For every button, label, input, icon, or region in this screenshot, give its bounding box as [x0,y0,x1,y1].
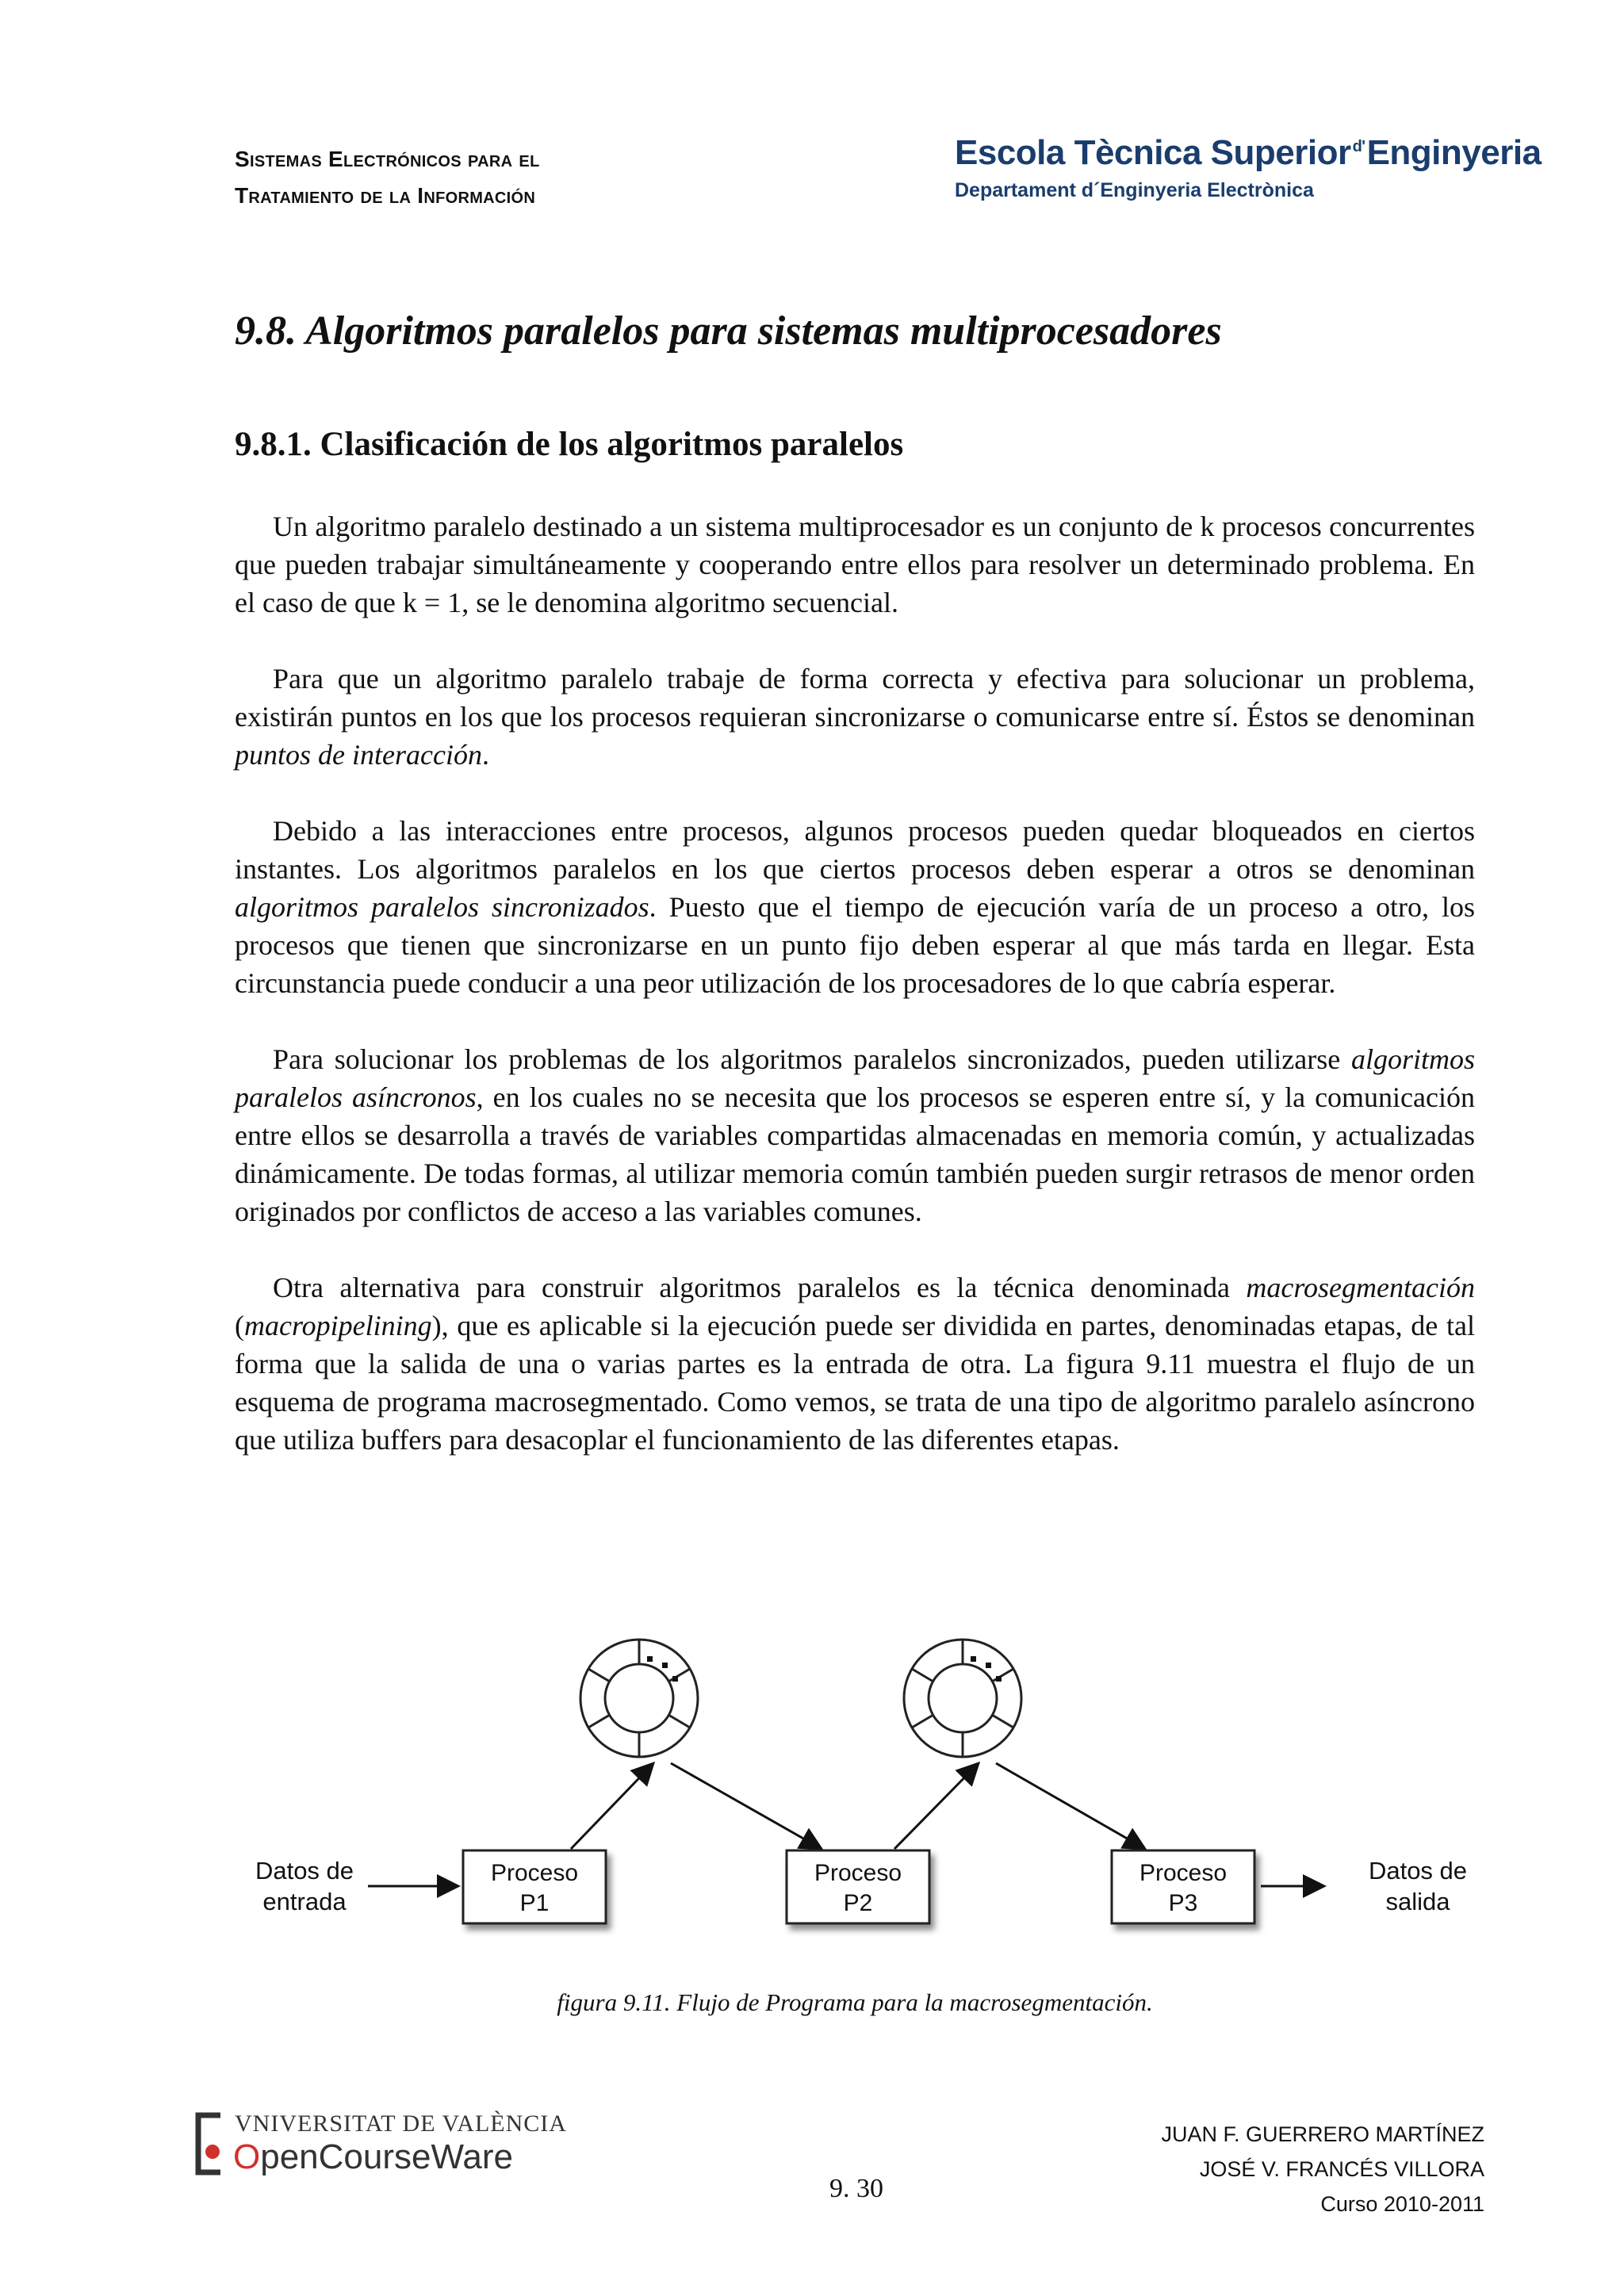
paragraph-2: Para que un algoritmo paralelo trabaje de forma correcta y efectiva para solucionar un problema, existirán puntos en los que los procesos requieran sincronizarse o comunicarse entre sí. Éstos se denominan puntos de interacción. [235,663,1475,771]
buffer-2 [904,1640,1021,1757]
author-1: JUAN F. GUERRERO MARTÍNEZ [1161,2122,1484,2146]
buffer-1 [580,1640,698,1757]
paragraph-3: Debido a las interacciones entre procesos, algunos procesos pueden quedar bloqueados en ciertos instantes. Los algoritmos paralelos en los que ciertos procesos deben esperar a otros se denominan algoritmos paralelos sincronizados. Puesto que el tiempo de ejecución varía de un proceso a otro, los procesos que tienen que sincronizarse en un punto fijo deben esperar al que más tarda en llegar. Esta circunstancia puede conducir a una peor utilización de los procesadores de lo que cabría esperar. [235,815,1475,999]
school-logo [955,133,1542,202]
process-p3-label: Proceso [1139,1860,1228,1886]
paragraph-5: Otra alternativa para construir algoritmos paralelos es la técnica denominada macrosegmentación (macropipelining), que es aplicable si la ejecución puede ser dividida en partes, denominadas etapas, de tal forma que la salida de una o varias partes es la entrada de otra. La figura 9.11 muestra el flujo de un esquema de programa macrosegmentado. Como vemos, se trata de una tipo de algoritmo paralelo asíncrono que utiliza buffers para desacoplar el funcionamiento de las diferentes etapas. [235,1272,1475,1456]
course-name-line2: Tratamiento de la Información [235,183,536,208]
process-p2 [787,1850,929,1923]
school-name: Escola Tècnica Superior $^{d'}$Enginyeria [955,133,1542,172]
output-label-line1: Datos de [1368,1857,1468,1885]
author-2: JOSÉ V. FRANCÉS VILLORA [1199,2157,1484,2181]
macropipeline-figure [235,1617,1475,1982]
process-p1-label: Proceso [490,1860,579,1886]
process-p3 [1112,1850,1254,1923]
section-title: 9.8. Algoritmos paralelos para sistemas multiprocesadores [235,308,1222,354]
process-p1-id: P1 [519,1890,550,1916]
process-p2-label: Proceso [814,1860,902,1886]
process-p2-id: P2 [843,1890,873,1916]
process-p1 [463,1850,606,1923]
department-name: Departament d´Enginyeria Electrònica [955,179,1314,201]
body-text [235,507,1475,1497]
page-number: 9. 30 [829,2174,883,2203]
process-p3-id: P3 [1168,1890,1198,1916]
figure-caption: figura 9.11. Flujo de Programa para la macrosegmentación. [557,1988,1153,2016]
paragraph-1: Un algoritmo paralelo destinado a un sistema multiprocesador es un conjunto de k procesos concurrentes que pueden trabajar simultáneamente y cooperando entre ellos para resolver un determinado problema. En el caso de que k = 1, se le denomina algoritmo secuencial. [235,511,1475,618]
subsection-title: 9.8.1. Clasificación de los algoritmos paralelos [235,426,904,463]
opencourseware-name: OpenCourseWare [233,2137,513,2176]
flow-diagram [235,1617,1475,1982]
input-label-line2: entrada [262,1888,347,1915]
output-label-line2: salida [1385,1888,1450,1915]
university-name: VNIVERSITAT DE VALÈNCIA [235,2110,567,2137]
course-year: Curso 2010-2011 [1320,2192,1484,2216]
ocw-mark-icon [193,2110,225,2177]
course-header [235,141,540,214]
paragraph-4: Para solucionar los problemas de los algoritmos paralelos sincronizados, pueden utilizarse algoritmos paralelos asíncronos, en los cuales no se necesita que los procesos se esperen entre sí, y la comunicación entre ellos se desarrolla a través de variables compartidas almacenadas en memoria común, y actualizadas dinámicamente. De todas formas, al utilizar memoria común también pueden surgir retrasos de menor orden originados por conflictos de acceso a las variables comunes. [235,1043,1475,1227]
course-name-line1: Sistemas Electrónicos para el [235,147,540,171]
input-label-line1: Datos de [255,1857,354,1885]
authors-block [1161,2117,1484,2221]
university-logo [193,2107,567,2187]
